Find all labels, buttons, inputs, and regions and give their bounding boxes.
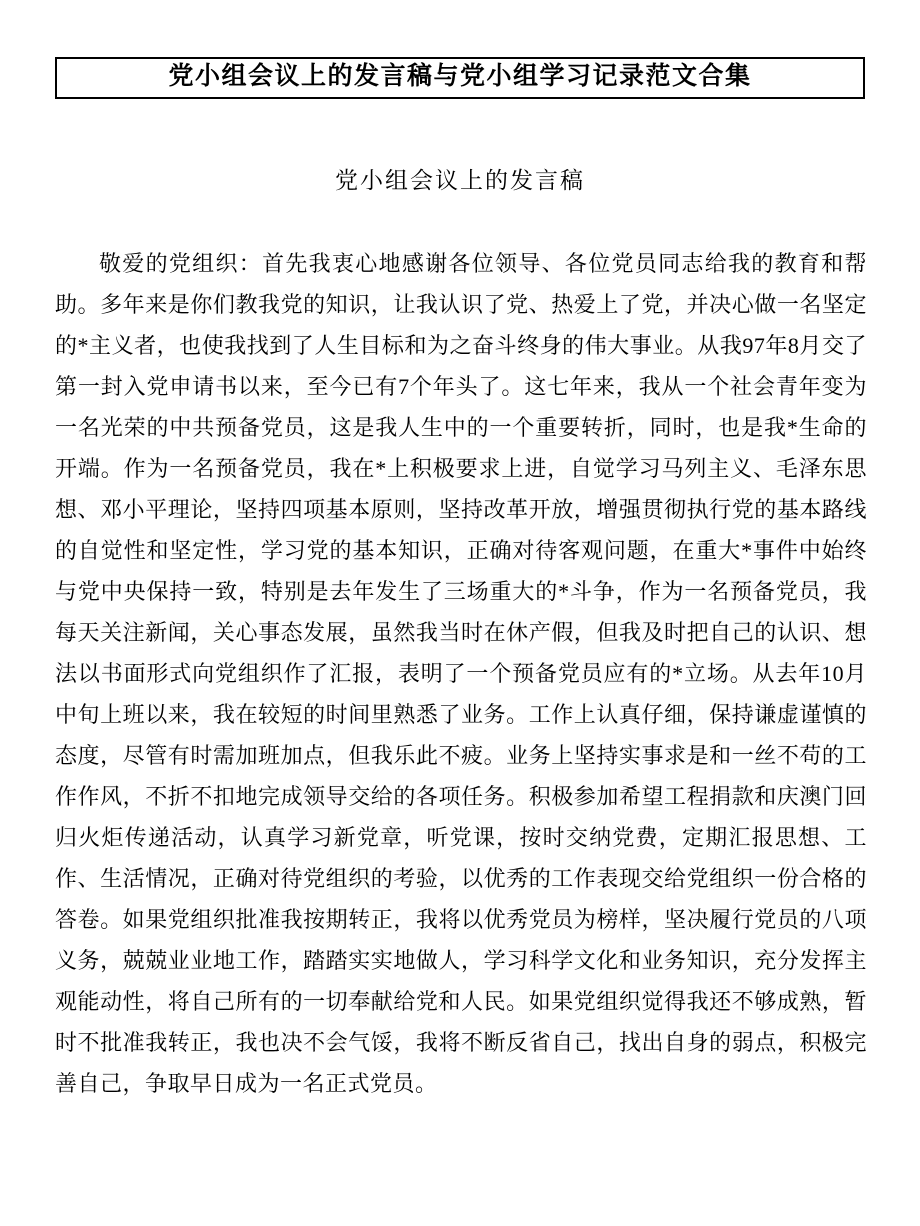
article-title: 党小组会议上的发言稿 xyxy=(335,168,585,193)
document-header-box xyxy=(55,57,865,99)
article-paragraph: 敬爱的党组织：首先我衷心地感谢各位领导、各位党员同志给我的教育和帮助。多年来是你们教我党的知识，让我认识了党、热爱上了党，并决心做一名坚定的*主义者，也使我找到了人生目标和为之奋斗终身的伟大事业。从我97年8月交了第一封入党申请书以来，至今已有7个年头了。这七年来，我从一个社会青年变为一名光荣的中共预备党员，这是我人生中的一个重要转折，同时，也是我*生命的开端。作为一名预备党员，我在*上积极要求上进，自觉学习马列主义、毛泽东思想、邓小平理论，坚持四项基本原则，坚持改革开放，增强贯彻执行党的基本路线的自觉性和坚定性，学习党的基本知识，正确对待客观问题，在重大*事件中始终与党中央保持一致，特别是去年发生了三场重大的*斗争，作为一名预备党员，我每天关注新闻，关心事态发展，虽然我当时在休产假，但我及时把自己的认识、想法以书面形式向党组织作了汇报，表明了一个预备党员应有的*立场。从去年10月中旬上班以来，我在较短的时间里熟悉了业务。工作上认真仔细，保持谦虚谨慎的态度，尽管有时需加班加点，但我乐此不疲。业务上坚持实事求是和一丝不苟的工作作风，不折不扣地完成领导交给的各项任务。积极参加希望工程捐款和庆澳门回归火炬传递活动，认真学习新党章，听党课，按时交纳党费，定期汇报思想、工作、生活情况，正确对待党组织的考验，以优秀的工作表现交给党组织一份合格的答卷。如果党组织批准我按期转正，我将以优秀党员为榜样，坚决履行党员的八项义务，兢兢业业地工作，踏踏实实地做人，学习科学文化和业务知识，充分发挥主观能动性，将自己所有的一切奉献给党和人民。如果党组织觉得我还不够成熟，暂时不批准我转正，我也决不会气馁，我将不断反省自己，找出自身的弱点，积极完善自己，争取早日成为一名正式党员。 xyxy=(55,251,867,1096)
document-header-title: 党小组会议上的发言稿与党小组学习记录范文合集 xyxy=(168,63,752,90)
